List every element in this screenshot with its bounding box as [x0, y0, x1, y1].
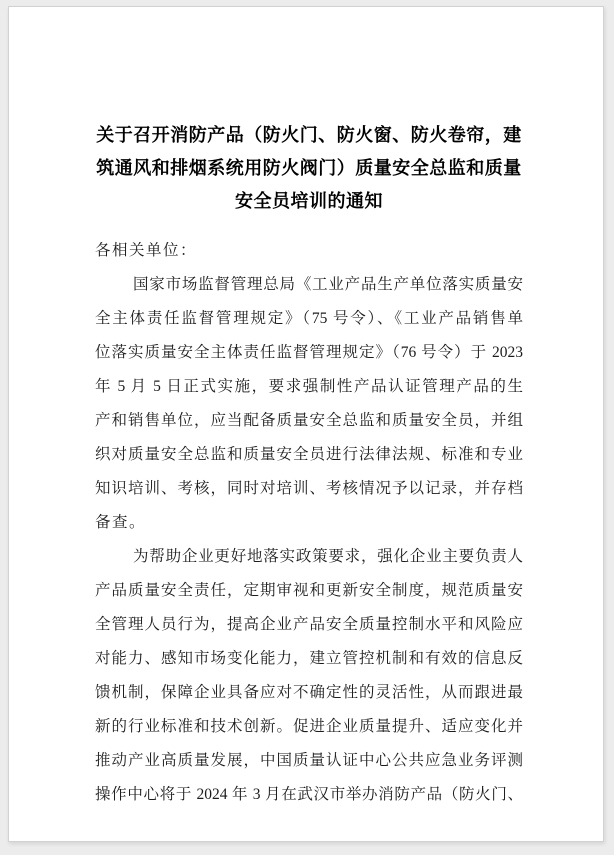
text-line: 产和销售单位，应当配备质量安全总监和质量安全员，并组 [95, 412, 523, 429]
title-line: 关于召开消防产品（防火门、防火窗、防火卷帘，建 [96, 125, 522, 145]
paragraph [95, 540, 523, 812]
paragraph [95, 234, 523, 268]
title-line: 筑通风和排烟系统用防火阀门）质量安全总监和质量 [96, 158, 522, 178]
paragraph [95, 268, 523, 540]
text-line: 各相关单位： [95, 242, 198, 259]
text-line: 知识培训、考核，同时对培训、考核情况予以记录，并存档 [95, 480, 523, 497]
text-line: 操作中心将于 2024 年 3 月在武汉市举办消防产品（防火门、 [95, 786, 523, 803]
page-content [9, 7, 603, 841]
document-page [8, 6, 604, 842]
text-line: 国家市场监督管理总局《工业产品生产单位落实质量安 [133, 276, 523, 293]
text-line: 年 5 月 5 日正式实施，要求强制性产品认证管理产品的生 [95, 378, 523, 395]
text-line: 馈机制，保障企业具备应对不确定性的灵活性，从而跟进最 [95, 684, 523, 701]
text-line: 全管理人员行为，提高企业产品安全质量控制水平和风险应 [95, 616, 523, 633]
text-line: 织对质量安全总监和质量安全员进行法律法规、标准和专业 [95, 446, 523, 463]
title-line: 安全员培训的通知 [235, 191, 383, 211]
text-line: 位落实质量安全主体责任监督管理规定》（76 号令）于 2023 [95, 344, 523, 361]
text-line: 为帮助企业更好地落实政策要求，强化企业主要负责人 [133, 548, 523, 565]
text-line: 备查。 [95, 514, 147, 531]
document-body [95, 234, 523, 812]
text-line: 推动产业高质量发展，中国质量认证中心公共应急业务评测 [95, 752, 523, 769]
text-line: 全主体责任监督管理规定》（75 号令）、《工业产品销售单 [95, 310, 523, 327]
text-line: 新的行业标准和技术创新。促进企业质量提升、适应变化并 [95, 718, 523, 735]
text-line: 对能力、感知市场变化能力，建立管控机制和有效的信息反 [95, 650, 523, 667]
text-line: 产品质量安全责任，定期审视和更新安全制度，规范质量安 [95, 582, 523, 599]
document-title [95, 119, 523, 218]
